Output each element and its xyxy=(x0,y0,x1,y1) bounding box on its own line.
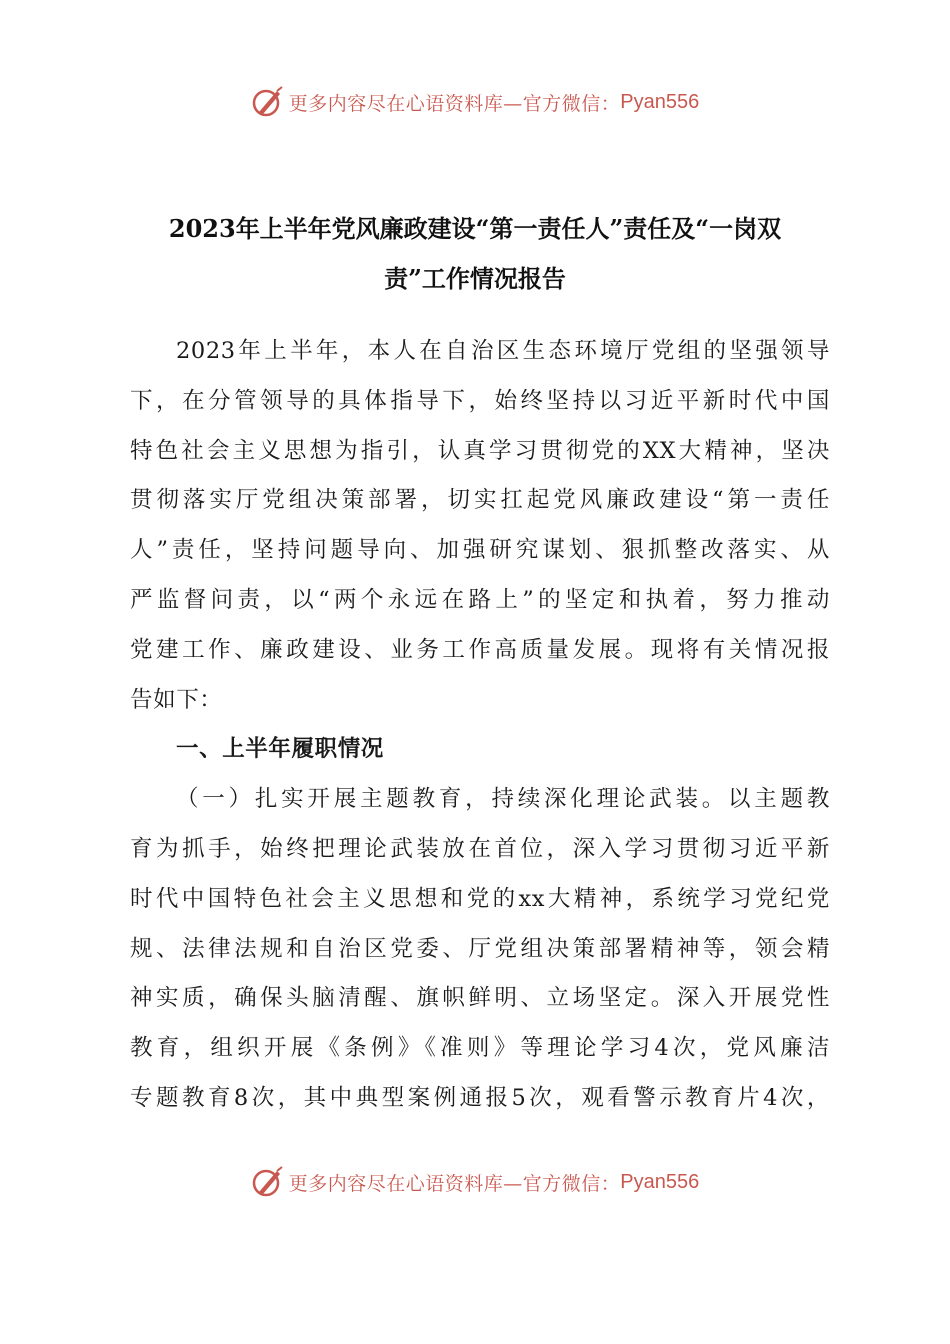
text-line: 贯彻落实厅党组决策部署，切实扛起党风廉政建设“第一责任 xyxy=(130,487,830,514)
document-title xyxy=(130,204,820,304)
watermark-id: Pyan556 xyxy=(620,1170,700,1193)
text-line: 育为抓手，始终把理论武装放在首位，深入学习贯彻习近平新 xyxy=(130,835,830,862)
title-line-2: 责”工作情况报告 xyxy=(384,264,566,293)
text-line: 时代中国特色社会主义思想和党的xx大精神，系统学习党纪党 xyxy=(130,885,830,912)
section-heading: 一、上半年履职情况 xyxy=(176,736,384,763)
title-line-1: 2023年上半年党风廉政建设“第一责任人”责任及“一岗双 xyxy=(168,214,782,243)
watermark-text: 更多内容尽在心语资料库—官方微信： xyxy=(288,1172,621,1195)
text-line: 特色社会主义思想为指引，认真学习贯彻党的XX大精神，坚决 xyxy=(130,437,830,464)
text-line: （一）扎实开展主题教育，持续深化理论武装。以主题教 xyxy=(176,786,830,813)
quill-logo-icon xyxy=(251,85,285,119)
text-line: 2023年上半年，本人在自治区生态环境厅党组的坚强领导 xyxy=(176,338,830,364)
text-line: 专题教育8次，其中典型案例通报5次，观看警示教育片4次， xyxy=(130,1084,830,1111)
text-line: 严监督问责，以“两个永远在路上”的坚定和执着，努力推动 xyxy=(130,586,830,613)
watermark-text: 更多内容尽在心语资料库—官方微信： xyxy=(288,92,621,115)
watermark-id: Pyan556 xyxy=(620,90,700,113)
watermark-banner-bottom xyxy=(0,1162,950,1202)
text-line: 教育，组织开展《条例》《准则》等理论学习4次，党风廉洁 xyxy=(130,1035,830,1062)
text-line: 人”责任，坚持问题导向、加强研究谋划、狠抓整改落实、从 xyxy=(130,537,830,564)
text-line: 下，在分管领导的具体指导下，始终坚持以习近平新时代中国 xyxy=(130,387,830,414)
quill-logo-icon xyxy=(251,1165,285,1199)
text-line: 告如下： xyxy=(130,686,223,713)
text-line: 规、法律法规和自治区党委、厅党组决策部署精神等，领会精 xyxy=(130,935,830,962)
text-line: 神实质，确保头脑清醒、旗帜鲜明、立场坚定。深入开展党性 xyxy=(130,985,830,1012)
document-body xyxy=(130,327,830,1124)
text-line: 党建工作、廉政建设、业务工作高质量发展。现将有关情况报 xyxy=(130,636,830,663)
watermark-banner-top xyxy=(0,82,950,122)
